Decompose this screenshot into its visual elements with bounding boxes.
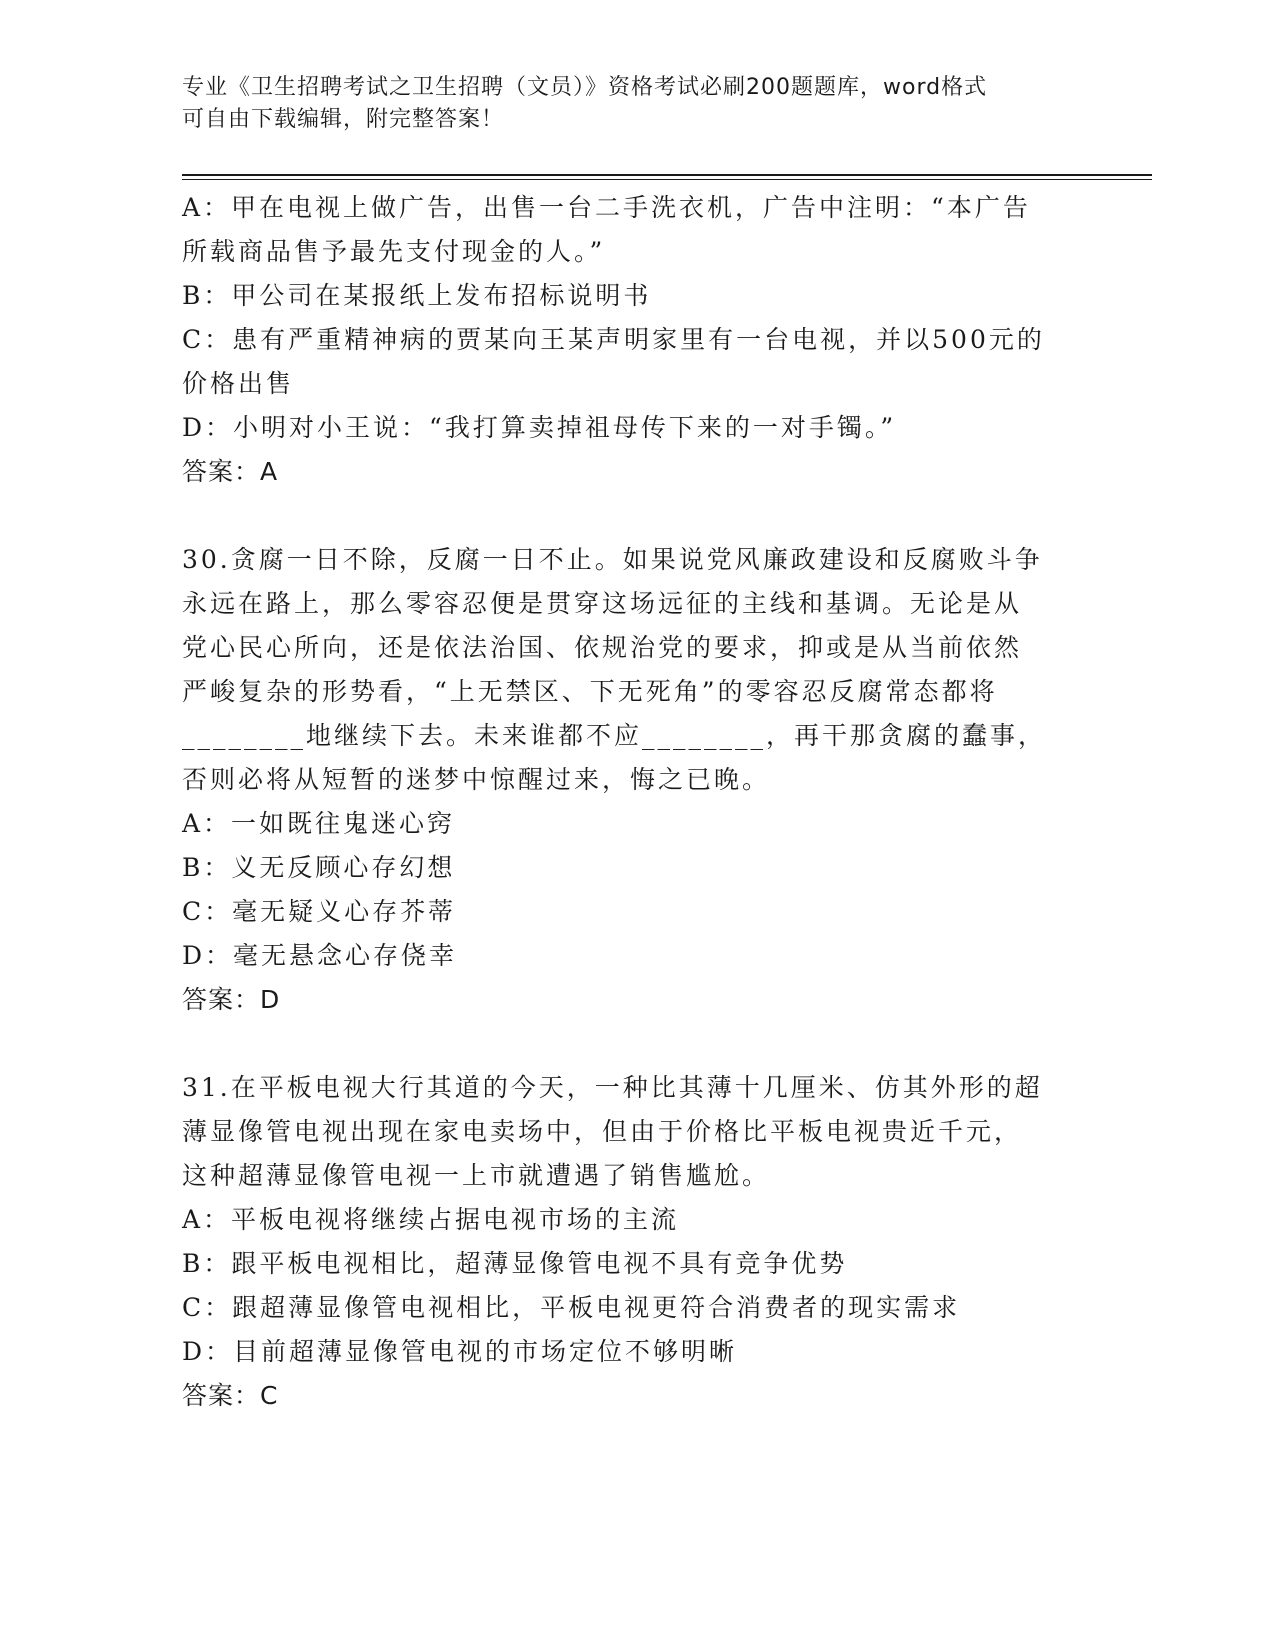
q29-option-c-line-1: C：患有严重精神病的贾某向王某声明家里有一台电视，并以500元的 [182,325,1045,354]
q31-option-d: D：目前超薄显像管电视的市场定位不够明晰 [182,1337,738,1366]
question-29 [182,186,1082,494]
q30-stem-line-6: 否则必将从短暂的迷梦中惊醒过来，悔之已晚。 [182,765,771,794]
q30-stem-line-2: 永远在路上，那么零容忍便是贯穿这场远征的主线和基调。无论是从 [182,589,1023,618]
q30-option-a: A：一如既往鬼迷心窍 [182,809,456,838]
q31-option-c: C：跟超薄显像管电视相比，平板电视更符合消费者的现实需求 [182,1293,961,1322]
spacer [182,494,1082,538]
q30-option-b: B：义无反顾心存幻想 [182,853,456,882]
q30-answer: 答案：D [182,985,281,1014]
header-rule-thick [182,174,1152,176]
q30-stem-line-4: 严峻复杂的形势看，“上无禁区、下无死角”的零容忍反腐常态都将 [182,677,998,706]
header-line-2: 可自由下载编辑，附完整答案！ [182,107,505,132]
q29-option-a-line-2: 所载商品售予最先支付现金的人。” [182,237,606,266]
spacer [182,1022,1082,1066]
q29-option-c-line-2: 价格出售 [182,369,295,398]
header-line-1: 专业《卫生招聘考试之卫生招聘（文员）》资格考试必刷200题题库，word格式 [182,75,988,100]
q29-answer: 答案：A [182,457,279,486]
q30-stem-line-3: 党心民心所向，还是依法治国、依规治党的要求，抑或是从当前依然 [182,633,1023,662]
q30-option-d: D：毫无悬念心存侥幸 [182,941,458,970]
q31-option-b: B：跟平板电视相比，超薄显像管电视不具有竞争优势 [182,1249,848,1278]
q30-option-c: C：毫无疑义心存芥蒂 [182,897,457,926]
q31-option-a: A：平板电视将继续占据电视市场的主流 [182,1205,680,1234]
q31-stem-line-3: 这种超薄显像管电视一上市就遭遇了销售尴尬。 [182,1161,771,1190]
q30-stem-line-5: ________地继续下去。未来谁都不应________，再干那贪腐的蠢事， [182,721,1047,750]
question-31 [182,1066,1082,1418]
document-body [182,186,1082,1418]
q31-answer: 答案：C [182,1381,279,1410]
q30-stem-line-1: 30.贪腐一日不除，反腐一日不止。如果说党风廉政建设和反腐败斗争 [182,545,1043,574]
q31-stem-line-1: 31.在平板电视大行其道的今天，一种比其薄十几厘米、仿其外形的超 [182,1073,1043,1102]
q29-option-a-line-1: A：甲在电视上做广告，出售一台二手洗衣机，广告中注明：“本广告 [182,193,1031,222]
question-30 [182,538,1082,1022]
q31-stem-line-2: 薄显像管电视出现在家电卖场中，但由于价格比平板电视贵近千元， [182,1117,1023,1146]
q29-option-b: B：甲公司在某报纸上发布招标说明书 [182,281,652,310]
q29-option-d: D：小明对小王说：“我打算卖掉祖母传下来的一对手镯。” [182,413,897,442]
document-header [182,72,1042,136]
header-rule-thin [182,179,1152,180]
